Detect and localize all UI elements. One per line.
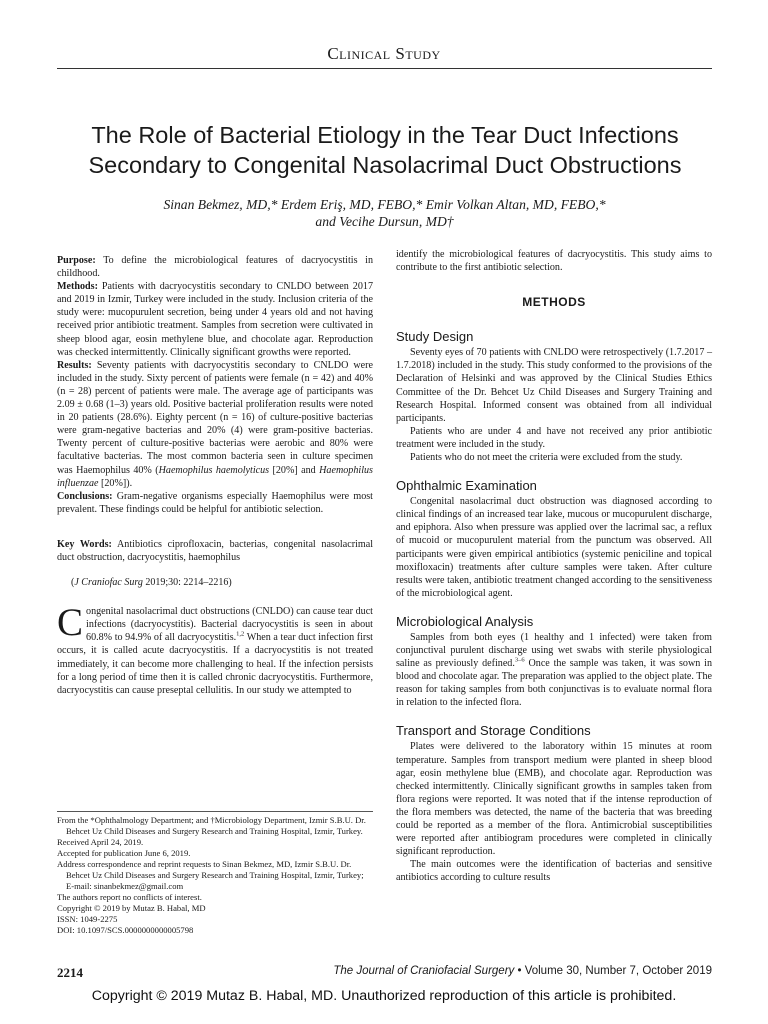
authors-line-2: and Vecihe Dursun, MD† xyxy=(315,214,454,229)
intro-ref: 1,2 xyxy=(236,630,245,638)
transport-p1: Plates were delivered to the laboratory within 15 minutes at room temperature. Samples from transport medium were planted in sheep blood agar, eosin methylene blue (EMB), and chocolate agar. Reproduction was checked intermittently. Clinically significant growths in samples taken from flora regions were reported. It was noted that if the intense reproduction of the flora members was detected, the name of the bacteria that was breeding could be reported as a member of the flora. Antimicrobial susceptibilities were reported after antibiogram procedures were completed in clinically significant reproduction. xyxy=(396,741,712,858)
micro-p1-b: Once the sample was taken, it was sown in blood and chocolate agar. The preparation was applied to the object plate. The reason for taking samples from both conjunctivas is to evaluate normal flora in relation to the infected flora. xyxy=(396,658,712,709)
transport-heading: Transport and Storage Conditions xyxy=(396,723,591,739)
left-column xyxy=(57,254,373,697)
abstract-purpose xyxy=(57,254,373,280)
micro-p1 xyxy=(396,631,712,710)
ophthalmic-heading: Ophthalmic Examination xyxy=(396,478,537,494)
citation: (J Craniofac Surg 2019;30: 2214–2216) xyxy=(71,577,232,589)
study-design-p3: Patients who do not meet the criteria were excluded from the study. xyxy=(410,452,683,464)
note-accepted: Accepted for publication June 6, 2019. xyxy=(57,848,191,858)
page-footer xyxy=(57,965,712,981)
journal-name: The Journal of Craniofacial Surgery xyxy=(333,965,515,977)
right-column xyxy=(396,248,712,884)
results-mid: [20%] and xyxy=(269,464,320,476)
section-label: Clinical Study xyxy=(327,44,441,63)
intro-paragraph xyxy=(57,601,373,697)
conclusions-label: Conclusions: xyxy=(57,490,113,502)
results-text: Seventy patients with dacryocystitis secondary to CNLDO were included in the study. Sixty percent of patients were female (n = 42) and 40% (n = 28) percent of patients were male. The average age of participants was 2.09 ± 0.68 (1–3) years old. Positive bacterial proliferation results were noted in 20 patients (28.6%). Eighty percent (n = 16) of culture-positive bacterias were gram-negative bacterias and 20% (4) were gram-positive bacterias. Twenty percent of culture-positive bacterias were aerobic and 80% were facultative bacterias. The most common bacteria seen in culture specimen was Haemophilus 40% ( xyxy=(57,359,374,476)
methods-text: Patients with dacryocystitis secondary to CNLDO between 2017 and 2019 in Izmir, Turkey were included in the study. Inclusion criteria of the study were: mucopurulent secretion, being under 4 years old and not having received prior antibiotic treatment. Samples from secretion were cultivated in sheep blood agar, eosin methylene blue, and chocolate agar. Reproduction was checked intermittently. Clinically significant growths were reported. xyxy=(57,281,373,358)
micro-p1-a: Samples from both eyes (1 healthy and 1 infected) were taken from conjunctival purulent discharge using wet swabs with sterile physiological saline as previously defined. xyxy=(396,631,712,670)
intro-text-2: When a tear duct infection first occurs, it is called acute dacryocystitis. If a dacryocystitis is not treated immediately, it can become more challenging to heal. If the infection persists for a long period of time then it is called chronic dacryocystitis. Furthermore, dacryocystitis can cause preseptal cellulitis. In our study we attempted to xyxy=(57,632,373,696)
author-list xyxy=(57,196,712,230)
purpose-text: To define the microbiological features of dacryocystitis in childhood. xyxy=(57,255,373,280)
page-number: 2214 xyxy=(57,965,83,980)
keywords xyxy=(57,538,373,564)
journal-info xyxy=(333,965,712,977)
citation-rest: 2019;30: 2214–2216) xyxy=(142,577,232,589)
micro-ref: 3–6 xyxy=(514,656,525,664)
study-design-p1: Seventy eyes of 70 patients with CNLDO were retrospectively (1.7.2017 – 1.7.2018) included in the study. This study conformed to the provisions of the Declaration of Helsinki and was approved by the Clinical Studies Ethics Committee of the Dr. Behcet Uz Child Diseases and Surgery Training and Research Hospital. Informed consent was obtained from all individual participants. xyxy=(396,347,712,424)
ophthalmic-p1: Congenital nasolacrimal duct obstruction was diagnosed according to clinical findings of an increased tear lake, mucous or mucopurulent discharge, and epiphora. Also when pressure was applied over the lacrimal sac, a reflux of mucoid or mucopurulent material from the punctum was observed. All participants were given empirical antibiotics (systemic peniciline and topical moxifloxacin) treatments after culture samples were taken. After culture results were taken, antibiotic treatment changed according to the sensitiveness of the microbiological agent. xyxy=(396,496,712,599)
transport-p2: The main outcomes were the identification of bacterias and sensitive antibiotics according to culture results xyxy=(396,859,712,884)
conclusions-text: Gram-negative organisms especially Haemophilus were most prevalent. These findings could be helpful for antibiotic selection. xyxy=(57,490,373,515)
intro-continued: identify the microbiological features of dacryocystitis. This study aims to contribute to the first antibiotic selection. xyxy=(396,249,712,274)
drop-cap: C xyxy=(57,601,84,645)
abstract-methods xyxy=(57,280,373,359)
keywords-text: Antibiotics ciprofloxacin, bacterias, congenital nasolacrimal duct obstruction, dacryocystitis, haemophilus xyxy=(57,538,373,563)
note-issn: ISSN: 1049-2275 xyxy=(57,914,118,924)
purpose-label: Purpose: xyxy=(57,255,96,266)
authors-line-1: Sinan Bekmez, MD,* Erdem Eriş, MD, FEBO,* Emir Volkan Altan, MD, FEBO,* xyxy=(163,197,606,212)
abstract-conclusions xyxy=(57,490,373,516)
abstract-results xyxy=(57,359,373,490)
methods-label: Methods: xyxy=(57,281,98,293)
article-title: The Role of Bacterial Etiology in the Tear Duct Infections Secondary to Congenital Nasolacrimal Duct Obstructions xyxy=(88,122,682,178)
note-doi: DOI: 10.1097/SCS.0000000000005798 xyxy=(57,925,194,935)
methods-heading: METHODS xyxy=(522,295,586,310)
intro-text-1: ongenital nasolacrimal duct obstructions (CNLDO) can cause tear duct infections (dacryocystitis). Bacterial dacryocystitis is seen in about 60.8% to 94.9% of all dacryocystitis. xyxy=(86,606,373,644)
study-design-heading: Study Design xyxy=(396,329,474,345)
citation-journal: J Craniofac Surg xyxy=(74,577,143,589)
note-conflicts: The authors report no conflicts of interest. xyxy=(57,892,202,902)
micro-heading: Microbiological Analysis xyxy=(396,613,534,629)
note-received: Received April 24, 2019. xyxy=(57,837,144,847)
results-label: Results: xyxy=(57,359,92,371)
note-copyright: Copyright © 2019 by Mutaz B. Habal, MD xyxy=(57,903,206,913)
copyright-notice: Copyright © 2019 Mutaz B. Habal, MD. Unauthorized reproduction of this article is prohibited. xyxy=(91,988,677,1004)
organism-1: Haemophilus haemolyticus xyxy=(158,464,270,476)
results-end: [20%]). xyxy=(98,477,133,489)
journal-issue: • Volume 30, Number 7, October 2019 xyxy=(514,965,712,977)
organism-2: Haemophilus influenzae xyxy=(57,464,373,489)
header-rule xyxy=(57,68,712,69)
note-address: Address correspondence and reprint requests to Sinan Bekmez, MD, Izmir S.B.U. Dr. Behcet Uz Child Diseases and Surgery Research and Training Hospital, Izmir, Turkey; E-mail: sinanbekmez@gmail.com xyxy=(57,859,364,891)
study-design-p2: Patients who are under 4 and have not received any prior antibiotic treatment were included in the study. xyxy=(396,425,712,450)
keywords-label: Key Words: xyxy=(57,538,112,550)
note-from: From the *Ophthalmology Department; and †Microbiology Department, Izmir S.B.U. Dr. Behcet Uz Child Diseases and Surgery Research and Training Hospital, Izmir, Turkey. xyxy=(57,815,366,836)
article-notes xyxy=(57,811,373,936)
